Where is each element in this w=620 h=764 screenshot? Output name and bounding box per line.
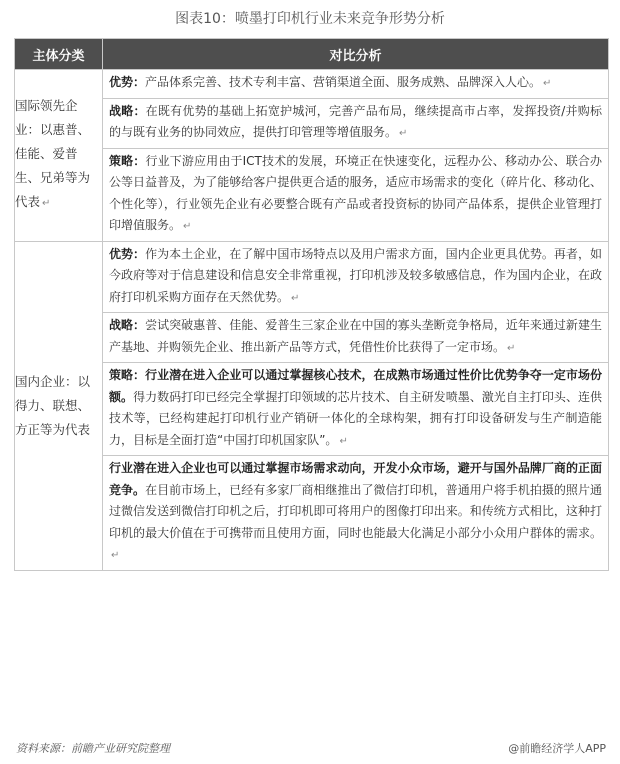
analysis-block-niche: [103, 456, 608, 570]
category-international: [15, 70, 103, 242]
block-label: 优势：: [109, 75, 146, 89]
paragraph-mark-icon: ↵: [543, 78, 552, 89]
paragraph-mark-icon: ↵: [183, 221, 192, 232]
category-label: 国内企业：以得力、联想、方正等为代表: [15, 373, 91, 437]
paragraph-mark-icon: ↵: [339, 435, 348, 447]
block-bold-text: 行业潜在进入企业可以通过掌握核心技术，在成熟市场通过性价比优势争夺一定市场份额。: [109, 368, 602, 404]
paragraph-mark-icon: ↵: [42, 198, 51, 210]
analysis-block-strategy: [103, 313, 608, 363]
block-label: 策略：: [109, 153, 146, 168]
analysis-block-strategy: [103, 99, 608, 149]
block-bold-text: 行业潜在进入企业也可以通过掌握市场需求动向，开发小众市场，避开与国外品牌厂商的正面竞争。: [109, 461, 602, 497]
table-row-international: [15, 70, 609, 242]
table-header-row: [15, 39, 609, 70]
category-label: 国际领先企业：以惠普、佳能、爱普生、兄弟等为代表: [15, 98, 91, 210]
block-text: 在既有优势的基础上拓宽护城河，完善产品布局，继续提高市占率，发挥投资/并购标的与既有业务的协同效应，提供打印管理等增值服务。: [109, 103, 602, 139]
analysis-block-advantage: [103, 70, 608, 99]
analysis-cell-domestic: [103, 241, 609, 570]
paragraph-mark-icon: ↵: [399, 128, 408, 139]
paragraph-mark-icon: ↵: [291, 292, 300, 304]
block-label: 策略：: [109, 368, 146, 382]
paragraph-mark-icon: ↵: [111, 550, 120, 561]
paragraph-mark-icon: ↵: [507, 342, 516, 354]
block-text: 得力数码打印已经完全掌握打印领域的芯片技术、自主研发喷墨、激光自主打印头、连供技术等，已经构建起打印机行业产销研一体化的全球构架，拥有打印设备研发与生产制造能力，目标是全面打造“中国打印机国家队”。: [109, 389, 602, 447]
block-label: 优势：: [109, 246, 146, 261]
chart-title: 图表10：喷墨打印机行业未来竞争形势分析: [175, 11, 445, 27]
table-row-domestic: [15, 241, 609, 570]
brand-watermark: @前瞻经济学人APP: [508, 742, 606, 755]
analysis-block-tactics: [103, 149, 608, 241]
block-text: 行业下游应用由于ICT技术的发展，环境正在快速变化，远程办公、移动办公、联合办公等日益普及，为了能够给客户提供更合适的服务，适应市场需求的变化（碎片化、移动化、个性化等），行业领先企业有必要整合既有产品或者投资标的协同产品体系，提供企业管理打印增值服务。: [109, 153, 602, 232]
block-text: 作为本土企业，在了解中国市场特点以及用户需求方面，国内企业更具优势。再者，如今政府等对于信息建设和信息安全非常重视，打印机涉及较多敏感信息，作为国内企业，在政府打印机采购方面存在天然优势。: [109, 246, 602, 304]
comparison-table: [14, 38, 609, 571]
block-text: 在目前市场上，已经有多家厂商相继推出了微信打印机，普通用户将手机拍摄的照片通过微信发送到微信打印机之后，打印机即可将用户的图像打印出来。和传统方式相比，这种打印机的最大价值在于可携带而且使用方面，同时也能最大化满足小部分小众用户群体的需求。: [109, 482, 602, 540]
block-text: 尝试突破惠普、佳能、爱普生三家企业在中国的寡头垄断竞争格局，近年来通过新建生产基地、并购领先企业、推出新产品等方式，凭借性价比获得了一定市场。: [109, 318, 602, 354]
analysis-block-tactics: [103, 363, 608, 456]
source-note: 资料来源：前瞻产业研究院整理: [16, 742, 170, 755]
block-label: 战略：: [109, 103, 146, 118]
analysis-block-advantage: [103, 242, 608, 314]
block-label: 战略：: [109, 318, 146, 332]
category-domestic: [15, 241, 103, 570]
block-text: 产品体系完善、技术专利丰富、营销渠道全面、服务成熟、品牌深入人心。: [145, 75, 542, 89]
header-analysis: 对比分析: [103, 39, 609, 70]
analysis-cell-international: [103, 70, 609, 242]
header-category: 主体分类: [15, 39, 103, 70]
